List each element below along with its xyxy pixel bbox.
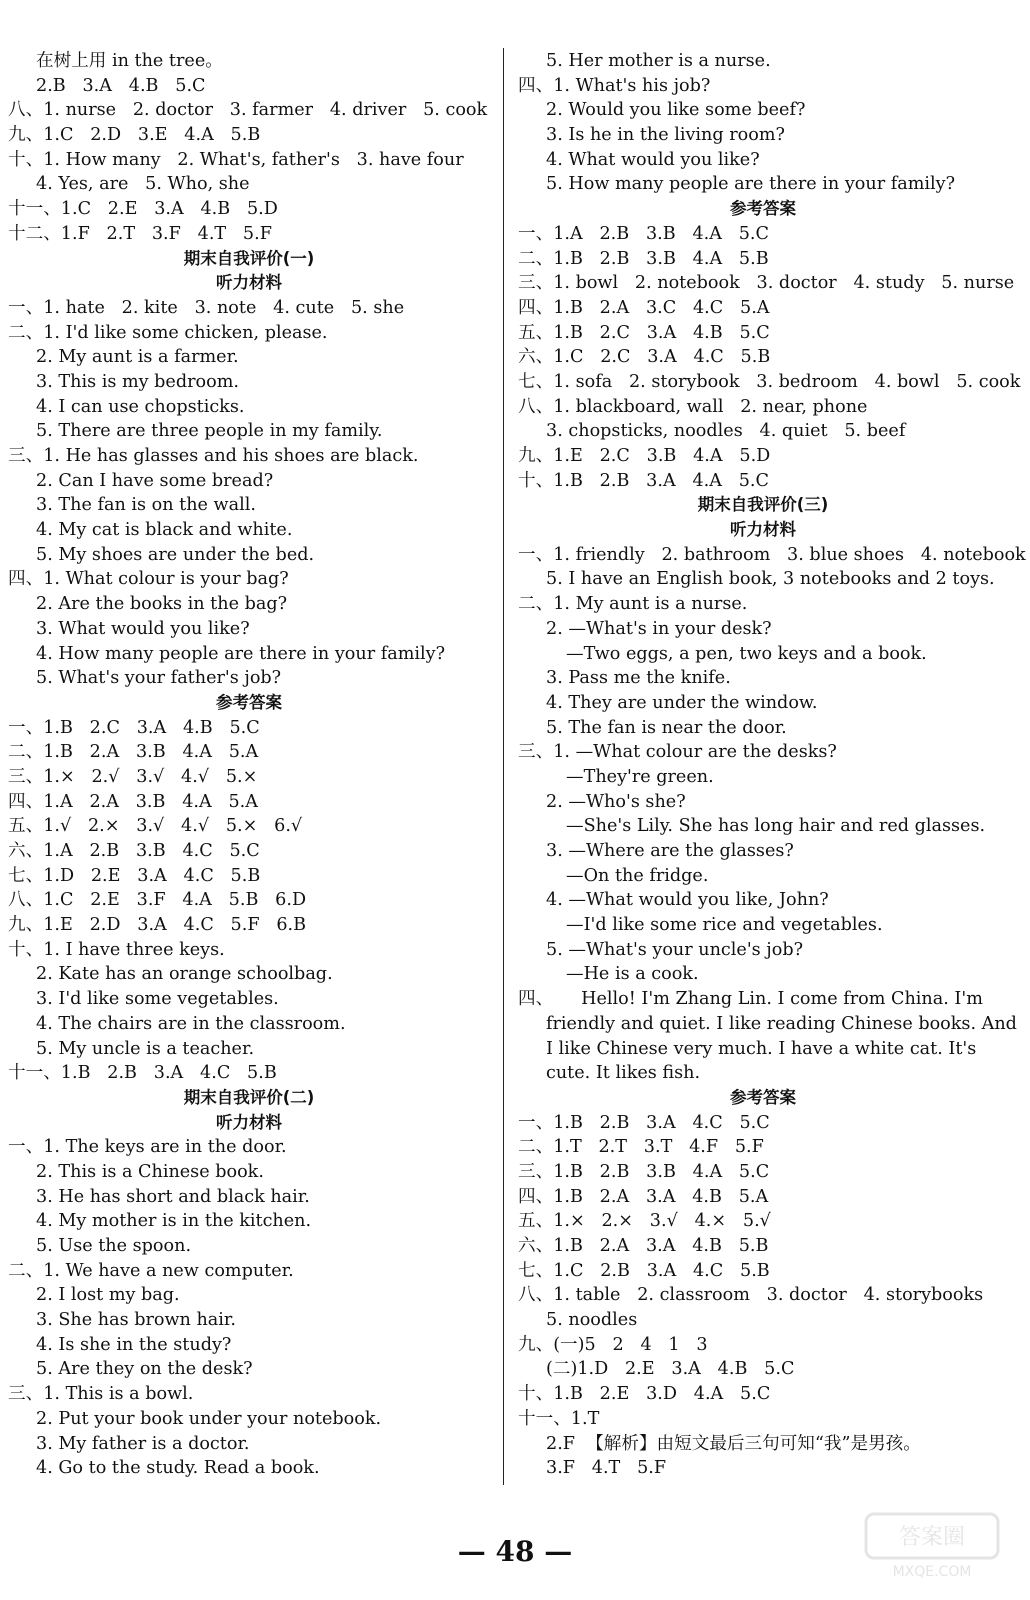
- text-line: 一、1. friendly 2. bathroom 3. blue shoes 4. notebook: [518, 544, 1026, 565]
- text-line: 一、1.A 2.B 3.B 4.A 5.C: [518, 223, 769, 244]
- watermark-logo: [862, 1510, 1002, 1582]
- text-line: 5. My uncle is a teacher.: [36, 1038, 255, 1059]
- text-line: 3. He has short and black hair.: [36, 1186, 310, 1207]
- text-line: 4. Is she in the study?: [36, 1334, 232, 1355]
- text-line: 3. This is my bedroom.: [36, 371, 239, 392]
- text-line: 4. They are under the window.: [546, 692, 818, 713]
- column-divider: [503, 48, 504, 1485]
- text-line: —I'd like some rice and vegetables.: [566, 915, 883, 936]
- text-line: 4. The chairs are in the classroom.: [36, 1013, 346, 1034]
- text-line: 四、1. What's his job?: [518, 75, 711, 96]
- text-line: 2.B 3.A 4.B 5.C: [36, 75, 206, 96]
- text-line: 2. —What's in your desk?: [546, 618, 772, 639]
- text-line: 5. Use the spoon.: [36, 1236, 192, 1256]
- text-line: 八、1.C 2.E 3.F 4.A 5.B 6.D: [8, 890, 307, 911]
- text-line: 2. Kate has an orange schoolbag.: [36, 964, 333, 985]
- text-line: 三、1. bowl 2. notebook 3. doctor 4. study 5. nurse: [518, 273, 1015, 294]
- text-line: 3. —Where are the glasses?: [546, 841, 794, 861]
- text-line: 六、1.B 2.A 3.A 4.B 5.B: [518, 1236, 769, 1256]
- text-line: 十一、1.C 2.E 3.A 4.B 5.D: [8, 199, 278, 220]
- text-line: 5. The fan is near the door.: [546, 717, 787, 738]
- section-heading: 期末自我评价(三): [697, 495, 829, 515]
- text-line: 十、1.B 2.B 3.A 4.A 5.C: [518, 470, 769, 491]
- text-line: 九、1.C 2.D 3.E 4.A 5.B: [8, 125, 261, 146]
- text-line: 3. She has brown hair.: [36, 1310, 236, 1331]
- text-line: 3.F 4.T 5.F: [546, 1458, 667, 1479]
- text-line: 5. My shoes are under the bed.: [36, 544, 315, 565]
- text-line: 4. Go to the study. Read a book.: [36, 1458, 320, 1479]
- watermark-text: 答案圈: [898, 1525, 966, 1550]
- text-line: 九、1.E 2.D 3.A 4.C 5.F 6.B: [8, 915, 307, 936]
- text-line: 四、1.A 2.A 3.B 4.A 5.A: [8, 791, 258, 812]
- text-line: 八、1. nurse 2. doctor 3. farmer 4. driver 5. cook: [8, 100, 488, 121]
- text-line: 一、1.B 2.B 3.A 4.C 5.C: [518, 1112, 770, 1133]
- text-line: 三、1. He has glasses and his shoes are black.: [8, 446, 419, 466]
- text-line: 二、1. My aunt is a nurse.: [518, 594, 748, 615]
- text-line: 二、1.B 2.B 3.B 4.A 5.B: [518, 248, 769, 269]
- text-line: 4. What would you like?: [546, 149, 760, 170]
- text-line: 4. How many people are there in your family?: [36, 643, 446, 664]
- text-line: 2.F 【解析】由短文最后三句可知“我”是男孩。: [546, 1433, 921, 1454]
- text-line: 3. I'd like some vegetables.: [36, 989, 279, 1010]
- text-line: —He is a cook.: [566, 964, 699, 985]
- text-line: 二、1. We have a new computer.: [8, 1260, 294, 1281]
- text-line: 四、1. What colour is your bag?: [8, 569, 289, 590]
- text-line: 在树上用 in the tree。: [36, 51, 223, 71]
- svg-text:MXQE.COM: MXQE.COM: [892, 1564, 972, 1580]
- section-heading: 参考答案: [730, 1087, 796, 1107]
- text-line: 2. My aunt is a farmer.: [36, 347, 239, 368]
- section-heading: 参考答案: [216, 692, 282, 712]
- text-line: 七、1. sofa 2. storybook 3. bedroom 4. bowl 5. cook: [518, 371, 1021, 392]
- text-line: 二、1. I'd like some chicken, please.: [8, 322, 328, 343]
- text-line: 4. I can use chopsticks.: [36, 396, 245, 417]
- text-line: 一、1. hate 2. kite 3. note 4. cute 5. she: [8, 297, 405, 318]
- text-line: 5. I have an English book, 3 notebooks and 2 toys.: [546, 569, 995, 590]
- text-line: 八、1. blackboard, wall 2. near, phone: [518, 396, 868, 417]
- text-line: 五、1.√ 2.× 3.√ 4.√ 5.× 6.√: [8, 816, 303, 837]
- text-line: 2. Can I have some bread?: [36, 470, 274, 491]
- text-line: 4. My cat is black and white.: [36, 520, 293, 541]
- text-line: 5. Her mother is a nurse.: [546, 51, 771, 71]
- text-line: I like Chinese very much. I have a white cat. It's: [546, 1038, 977, 1059]
- section-heading: 听力材料: [216, 273, 282, 293]
- text-line: 一、1.B 2.C 3.A 4.B 5.C: [8, 717, 260, 738]
- section-heading: 参考答案: [730, 199, 796, 219]
- text-line: 五、1.B 2.C 3.A 4.B 5.C: [518, 322, 770, 343]
- text-line: 2. Put your book under your notebook.: [36, 1408, 382, 1429]
- text-line: 4. —What would you like, John?: [546, 890, 829, 911]
- text-line: 十、1.B 2.E 3.D 4.A 5.C: [518, 1384, 771, 1405]
- text-line: 4. Yes, are 5. Who, she: [36, 174, 250, 195]
- text-line: 2. I lost my bag.: [36, 1285, 180, 1306]
- text-line: 3. What would you like?: [36, 618, 250, 639]
- text-line: 3. chopsticks, noodles 4. quiet 5. beef: [546, 421, 906, 442]
- text-line: 2. This is a Chinese book.: [36, 1161, 264, 1182]
- text-line: 九、1.E 2.C 3.B 4.A 5.D: [518, 446, 771, 466]
- text-line: 六、1.A 2.B 3.B 4.C 5.C: [8, 841, 260, 861]
- section-heading: 听力材料: [730, 520, 796, 540]
- text-line: 三、1.B 2.B 3.B 4.A 5.C: [518, 1161, 770, 1182]
- text-line: 三、1. This is a bowl.: [8, 1384, 194, 1405]
- text-line: —She's Lily. She has long hair and red glasses.: [566, 816, 986, 837]
- section-heading: 期末自我评价(二): [183, 1087, 315, 1107]
- text-line: 二、1.T 2.T 3.T 4.F 5.F: [518, 1137, 764, 1158]
- text-line: 六、1.C 2.C 3.A 4.C 5.B: [518, 347, 771, 368]
- text-line: 三、1.× 2.√ 3.√ 4.√ 5.×: [8, 766, 258, 787]
- text-line: 5. Are they on the desk?: [36, 1359, 253, 1380]
- left-column: [8, 49, 490, 1481]
- text-line: 3. My father is a doctor.: [36, 1433, 250, 1454]
- text-line: cute. It likes fish.: [546, 1063, 701, 1084]
- text-line: —They're green.: [566, 766, 714, 787]
- text-line: 九、(一)5 2 4 1 3: [518, 1334, 708, 1355]
- section-heading: 期末自我评价(一): [183, 248, 315, 268]
- text-line: 三、1. —What colour are the desks?: [518, 742, 837, 763]
- text-line: 3. The fan is on the wall.: [36, 495, 256, 516]
- section-heading: 听力材料: [216, 1112, 282, 1132]
- text-line: 八、1. table 2. classroom 3. doctor 4. storybooks: [518, 1285, 984, 1306]
- text-line: 2. —Who's she?: [546, 791, 686, 812]
- text-line: 5. —What's your uncle's job?: [546, 939, 804, 960]
- text-line: 十、1. How many 2. What's, father's 3. have four: [8, 149, 464, 170]
- text-line: 2. Would you like some beef?: [546, 100, 806, 121]
- right-column: [518, 49, 1026, 1481]
- text-line: friendly and quiet. I like reading Chinese books. And: [546, 1013, 1017, 1034]
- text-line: 5. What's your father's job?: [36, 668, 282, 689]
- text-line: 十、1. I have three keys.: [8, 939, 225, 960]
- text-line: 十一、1.B 2.B 3.A 4.C 5.B: [8, 1063, 277, 1084]
- text-line: 2. Are the books in the bag?: [36, 594, 288, 615]
- text-line: 5. How many people are there in your family?: [546, 174, 956, 195]
- text-line: 十二、1.F 2.T 3.F 4.T 5.F: [8, 223, 272, 244]
- text-line: —On the fridge.: [566, 865, 709, 886]
- text-line: 七、1.C 2.B 3.A 4.C 5.B: [518, 1260, 770, 1281]
- text-line: 十一、1.T: [518, 1408, 600, 1429]
- text-line: 4. My mother is in the kitchen.: [36, 1211, 312, 1232]
- text-line: 3. Pass me the knife.: [546, 668, 731, 689]
- text-line: 5. There are three people in my family.: [36, 421, 383, 442]
- text-line: 二、1.B 2.A 3.B 4.A 5.A: [8, 742, 259, 763]
- text-line: 四、1.B 2.A 3.C 4.C 5.A: [518, 297, 770, 318]
- text-line: 五、1.× 2.× 3.√ 4.× 5.√: [518, 1211, 771, 1232]
- page-number: — 48 —: [457, 1535, 573, 1568]
- text-line: 四、1.B 2.A 3.A 4.B 5.A: [518, 1186, 769, 1207]
- text-line: 七、1.D 2.E 3.A 4.C 5.B: [8, 865, 261, 886]
- text-line: (二)1.D 2.E 3.A 4.B 5.C: [546, 1359, 795, 1380]
- text-line: 四、 Hello! I'm Zhang Lin. I come from China. I'm: [518, 989, 983, 1010]
- text-line: 一、1. The keys are in the door.: [8, 1137, 287, 1158]
- text-line: 3. Is he in the living room?: [546, 125, 785, 146]
- text-line: 5. noodles: [546, 1310, 638, 1331]
- text-line: —Two eggs, a pen, two keys and a book.: [566, 643, 927, 664]
